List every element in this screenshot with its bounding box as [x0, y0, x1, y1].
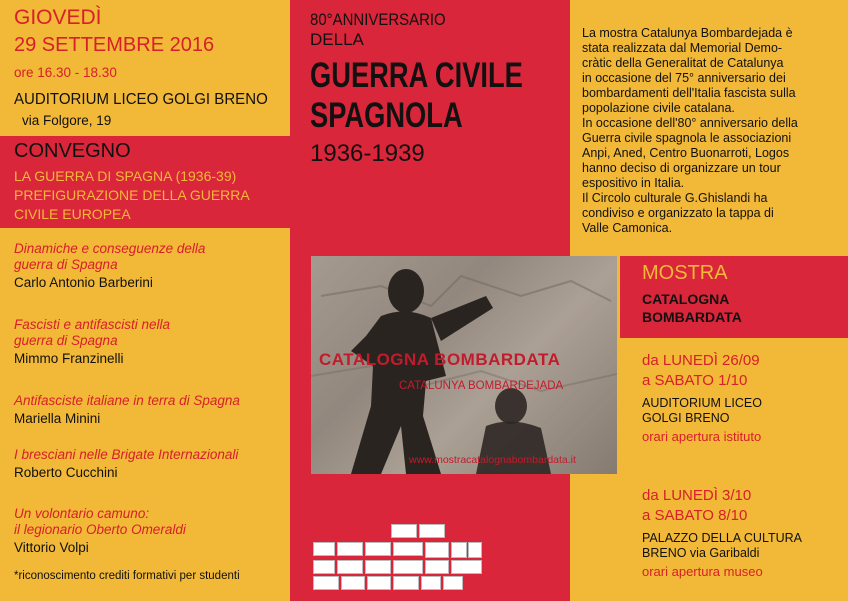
description-line: In occasione dell'80° anniversario della — [582, 116, 798, 130]
logo-aned — [313, 542, 335, 556]
logo-memorial — [419, 524, 445, 538]
title-line-1: GUERRA CIVILE — [310, 56, 523, 95]
stop-venue: AUDITORIUM LICEO — [642, 396, 762, 410]
logo-iso — [451, 542, 467, 558]
stop-to: a SABATO 8/10 — [642, 507, 748, 524]
stop-to: a SABATO 1/10 — [642, 372, 748, 389]
anniversary-label: 80°ANNIVERSARIO — [310, 10, 446, 29]
logo-sponsor-e — [425, 560, 449, 574]
logo-logos — [365, 542, 391, 556]
convegno-line-3: CIVILE EUROPEA — [14, 206, 131, 222]
description-line: Anpi, Aned, Centro Buonarroti, Logos — [582, 146, 790, 160]
mostra-line-2: BOMBARDATA — [642, 309, 742, 325]
talk-speaker: Roberto Cucchini — [14, 465, 118, 480]
talk-speaker: Vittorio Volpi — [14, 540, 89, 555]
photo-url[interactable]: www.mostracatalognabombardata.it — [409, 454, 576, 466]
description-line: popolazione civile catalana. — [582, 101, 735, 115]
talk-title: il legionario Oberto Omeraldi — [14, 522, 186, 537]
logo-sponsor-i — [367, 576, 391, 590]
description-line: Valle Camonica. — [582, 221, 673, 235]
stop-hours: orari apertura istituto — [642, 429, 762, 444]
convegno-heading: CONVEGNO — [14, 140, 131, 162]
stop-hours: orari apertura museo — [642, 564, 763, 579]
stop-venue: GOLGI BRENO — [642, 411, 730, 425]
logo-generalitat — [391, 524, 417, 538]
talk-speaker: Mariella Minini — [14, 411, 101, 426]
talk-1 — [14, 241, 205, 291]
talk-title: guerra di Spagna — [14, 333, 118, 348]
talk-speaker: Carlo Antonio Barberini — [14, 275, 153, 290]
logo-sponsor-g — [313, 576, 339, 590]
description-line: cràtic della Generalitat de Catalunya — [582, 56, 784, 70]
description-line: Guerra civile spagnola le associazioni — [582, 131, 792, 145]
talk-5 — [14, 506, 186, 556]
logo-sponsor-h — [341, 576, 365, 590]
description-line: condiviso e organizzato la tappa di — [582, 206, 774, 220]
logo-brescia — [468, 542, 482, 558]
logo-sponsor-j — [393, 576, 419, 590]
description-line: hanno deciso di organizzare un tour — [582, 161, 781, 175]
logo-buonarroti — [393, 542, 423, 556]
exhibition-photo — [311, 256, 617, 474]
title-line-2: SPAGNOLA — [310, 96, 463, 135]
title-years: 1936-1939 — [310, 140, 425, 167]
logo-sponsor-a — [313, 560, 335, 574]
description-line: La mostra Catalunya Bombardejada è — [582, 26, 793, 40]
talk-speaker: Mimmo Franzinelli — [14, 351, 124, 366]
photo-subtitle: CATALUNYA BOMBARDEJADA — [399, 380, 564, 392]
footnote: *riconoscimento crediti formativi per studenti — [14, 570, 240, 582]
talk-title: Dinamiche e conseguenze della — [14, 241, 206, 256]
mostra-heading: MOSTRA — [642, 262, 728, 284]
event-date: 29 SETTEMBRE 2016 — [14, 34, 215, 56]
description-line: stata realizzata dal Memorial Demo- — [582, 41, 783, 55]
logo-sponsor-c — [365, 560, 391, 574]
stop-2 — [642, 486, 802, 581]
talk-title: Fascisti e antifascisti nella — [14, 317, 171, 332]
talk-title: I bresciani nelle Brigate Internazionali — [14, 447, 239, 462]
event-venue: AUDITORIUM LICEO GOLGI BRENO — [14, 91, 268, 108]
description-line: bombardamenti dell'Italia fascista sulla — [582, 86, 796, 100]
convegno-line-1: LA GUERRA DI SPAGNA (1936-39) — [14, 168, 237, 184]
talk-4 — [14, 447, 238, 481]
stop-venue: PALAZZO DELLA CULTURA — [642, 531, 802, 545]
mostra-line-1: CATALOGNA — [642, 291, 730, 307]
talk-title: Antifasciste italiane in terra di Spagna — [14, 393, 240, 408]
sponsor-logos — [311, 522, 481, 592]
logo-anpi — [337, 542, 363, 556]
convegno-line-2: PREFIGURAZIONE DELLA GUERRA — [14, 187, 250, 203]
event-address: via Folgore, 19 — [22, 113, 112, 128]
logo-sponsor-k — [421, 576, 441, 590]
description-line: espositivo in Italia. — [582, 176, 685, 190]
talk-title: Un volontario camuno: — [14, 506, 150, 521]
logo-sponsor-b — [337, 560, 363, 574]
event-day: GIOVEDÌ — [14, 6, 102, 29]
logo-sponsor-f — [451, 560, 482, 574]
della-label: DELLA — [310, 30, 364, 49]
stop-from: da LUNEDÌ 26/09 — [642, 352, 760, 369]
stop-venue: BRENO via Garibaldi — [642, 546, 760, 560]
event-time: ore 16.30 - 18.30 — [14, 65, 117, 80]
talk-title: guerra di Spagna — [14, 257, 118, 272]
logo-sponsor-d — [393, 560, 423, 574]
stop-1 — [642, 351, 762, 446]
logo-sponsor-l — [443, 576, 463, 590]
description-line: in occasione del 75° anniversario dei — [582, 71, 786, 85]
talk-3 — [14, 393, 240, 427]
description-line: Il Circolo culturale G.Ghislandi ha — [582, 191, 768, 205]
stop-from: da LUNEDÌ 3/10 — [642, 487, 752, 504]
logo-circolo — [425, 542, 449, 558]
description — [582, 26, 798, 236]
talk-2 — [14, 317, 170, 367]
photo-title: CATALOGNA BOMBARDATA — [319, 350, 561, 369]
